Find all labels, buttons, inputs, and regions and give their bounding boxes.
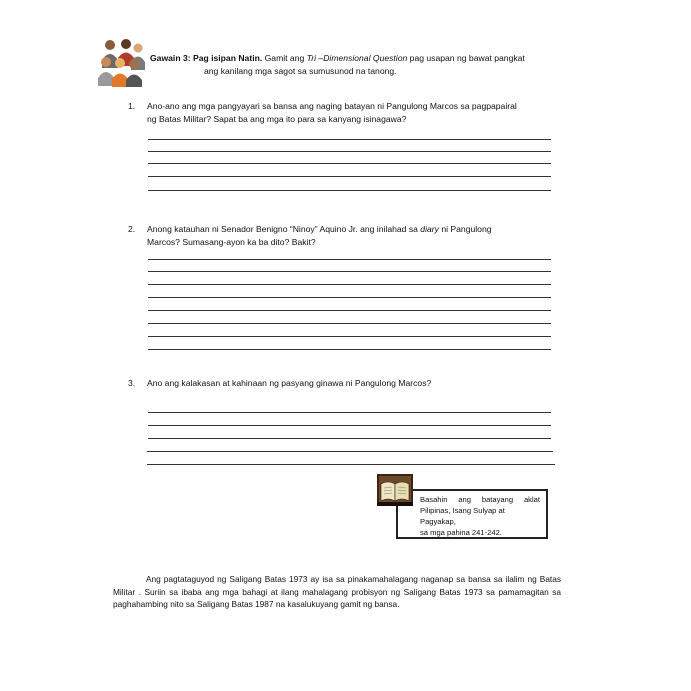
question-text-line: Anong katauhan ni Senador Benigno “Ninoy” Aquino Jr. ang inilahad sa diary ni Pangulong — [147, 224, 492, 234]
activity-title: Gawain 3: Pag isipan Natin. — [150, 53, 263, 63]
activity-header — [150, 52, 570, 78]
answer-line[interactable] — [148, 176, 551, 177]
callout-line-2: Pilipinas, Isang Sulyap at Pagyakap, — [420, 506, 505, 526]
question-text-line: Ano-ano ang mga pangyayari sa bansa ang naging batayan ni Pangulong Marcos sa pagpapairal — [147, 101, 517, 111]
header-line-2: ang kanilang mga sagot sa sumusunod na tanong. — [204, 66, 397, 76]
answer-line[interactable] — [148, 151, 551, 152]
header-line-1: Gawain 3: Pag isipan Natin. Gamit ang Tri –Dimensional Question pag usapan ng bawat pangkat — [150, 53, 525, 63]
answer-line[interactable] — [148, 412, 551, 413]
answer-line[interactable] — [148, 284, 551, 285]
callout-line-3: sa mga pahina 241-242. — [420, 528, 502, 537]
question-1 — [128, 100, 558, 125]
question-text-line: Ano ang kalakasan at kahinaan ng pasyang ginawa ni Pangulong Marcos? — [147, 378, 432, 388]
answer-line[interactable] — [148, 139, 551, 140]
answer-line[interactable] — [148, 349, 551, 350]
answer-line[interactable] — [148, 438, 551, 439]
question-number: 1. — [128, 101, 136, 111]
paragraph-text: Ang pagtataguyod ng Saligang Batas 1973 ay isa sa pinakamahalagang naganap sa bansa sa ilalim ng Batas Militar . Suriin sa ibaba ang mga bahagi at ilang mahalagang probisyon ng Saligang Batas 1973 sa pamamagitan sa paghahambing nito sa Saligang Batas 1987 na kasalukuyang gamit ng bansa. — [113, 574, 561, 609]
answer-line[interactable] — [148, 163, 551, 164]
group-of-people-icon — [96, 36, 148, 88]
question-2 — [128, 223, 558, 248]
answer-line[interactable] — [148, 190, 551, 191]
question-number: 2. — [128, 224, 136, 234]
answer-line[interactable] — [147, 451, 553, 452]
question-text-line: Marcos? Sumasang-ayon ka ba dito? Bakit? — [147, 236, 316, 247]
answer-line[interactable] — [147, 464, 555, 465]
answer-line[interactable] — [148, 271, 551, 272]
answer-line[interactable] — [148, 259, 551, 260]
reading-callout — [396, 489, 548, 539]
answer-line[interactable] — [148, 336, 551, 337]
instruction-paragraph — [113, 573, 561, 611]
question-3 — [128, 377, 558, 390]
question-number: 3. — [128, 378, 136, 388]
answer-line[interactable] — [148, 323, 551, 324]
answer-line[interactable] — [148, 310, 551, 311]
answer-line[interactable] — [148, 425, 551, 426]
answer-line[interactable] — [148, 297, 551, 298]
callout-line-1: Basahin ang batayang aklat — [420, 495, 540, 504]
open-book-icon — [377, 474, 413, 506]
question-text-line: ng Batas Militar? Sapat ba ang mga ito para sa kanyang isinagawa? — [147, 113, 407, 124]
